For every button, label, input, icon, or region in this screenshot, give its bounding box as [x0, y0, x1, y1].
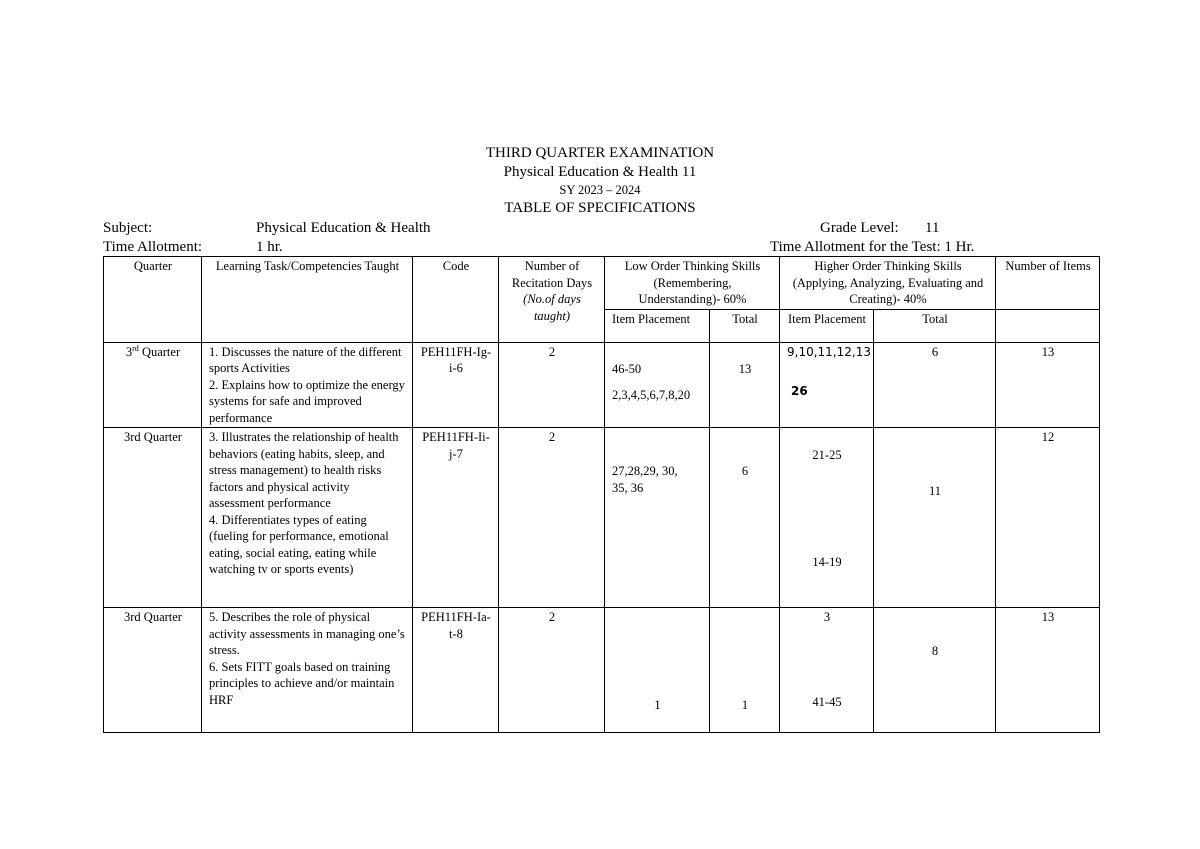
code-cell: PEH11FH-Ii-j-7	[413, 428, 499, 608]
recitation-days-text: Number of Recitation Days	[511, 259, 593, 290]
items-cell: 12	[996, 428, 1100, 608]
items-header: Number of Items	[996, 257, 1100, 310]
lots-placement-cell	[605, 608, 710, 733]
lots-total-header: Total	[710, 309, 780, 342]
table-row	[104, 428, 1100, 608]
placement-value: 27,28,29, 30, 35, 36	[612, 464, 678, 495]
items-subheader-empty	[996, 309, 1100, 342]
placement-value: 41-45	[812, 694, 842, 709]
lots-item-placement-header: Item Placement	[605, 309, 710, 342]
hots-item-placement-header: Item Placement	[780, 309, 874, 342]
code-header: Code	[413, 257, 499, 343]
table-row	[104, 342, 1100, 428]
competency-item: 5. Describes the role of physical activity assessments in managing one’s stress.	[209, 610, 405, 657]
lots-total-cell: 1	[710, 608, 780, 733]
grade-level-value: 11	[925, 220, 940, 236]
hots-header: Higher Order Thinking Skills (Applying, Analyzing, Evaluating and Creating)- 40%	[780, 257, 996, 310]
course-title: Physical Education & Health 11	[503, 164, 697, 180]
days-cell: 2	[499, 428, 605, 608]
hots-total-cell: 8	[874, 608, 996, 733]
competency-item: 4. Differentiates types of eating (fueling for performance, emotional eating, social eating, eating while watching tv or sports events)	[209, 512, 389, 576]
competency-item: 1. Discusses the nature of the different sports Activities	[209, 344, 402, 375]
hots-total-cell: 6	[874, 342, 996, 428]
quarter-cell: 3rd Quarter	[104, 428, 202, 608]
hots-total-header: Total	[874, 309, 996, 342]
hots-total-cell: 11	[874, 428, 996, 608]
lots-placement-cell	[605, 342, 710, 428]
placement-value: 1	[654, 698, 661, 712]
competency-item: 3. Illustrates the relationship of health behaviors (eating habits, sleep, and stress management) to health risks factors and physical activity assessment performance	[209, 430, 399, 510]
placement-value: 3	[823, 610, 831, 624]
task-header: Learning Task/Competencies Taught	[202, 257, 413, 343]
placement-value: 26	[791, 384, 808, 398]
code-cell: PEH11FH-Ia-t-8	[413, 608, 499, 733]
lots-total-cell: 6	[710, 428, 780, 608]
competency-cell	[202, 342, 413, 428]
hots-placement-cell	[780, 342, 874, 428]
days-taught-note: (No.of days taught)	[523, 292, 581, 323]
lots-placement-cell	[605, 428, 710, 608]
competency-item: 2. Explains how to optimize the energy systems for safe and improved performance	[209, 377, 405, 425]
placement-value: 21-25	[812, 448, 842, 462]
quarter-cell: 3rd Quarter	[104, 342, 202, 428]
hots-placement-cell	[780, 608, 874, 733]
competency-item: 6. Sets FITT goals based on training principles to achieve and/or maintain HRF	[209, 659, 395, 707]
placement-value: 2,3,4,5,6,7,8,20	[612, 388, 691, 402]
code-cell: PEH11FH-Ig-i-6	[413, 342, 499, 428]
specifications-table	[103, 256, 1100, 733]
items-cell: 13	[996, 342, 1100, 428]
placement-value: 14-19	[812, 554, 842, 569]
placement-value: 46-50	[612, 361, 642, 376]
lots-header: Low Order Thinking Skills (Remembering, Understanding)- 60%	[605, 257, 780, 310]
subject-value: Physical Education & Health	[256, 220, 431, 236]
recitation-days-header	[499, 257, 605, 343]
placement-value: 9,10,11,12,13	[787, 344, 871, 359]
days-cell: 2	[499, 342, 605, 428]
school-year: SY 2023 – 2024	[559, 183, 641, 197]
document-title: TABLE OF SPECIFICATIONS	[504, 200, 696, 216]
grade-level-label: Grade Level:	[820, 220, 899, 236]
competency-cell	[202, 608, 413, 733]
header-row	[104, 257, 1100, 310]
subject-label: Subject:	[103, 220, 153, 236]
days-cell: 2	[499, 608, 605, 733]
time-allotment-label: Time Allotment:	[103, 239, 203, 255]
lots-total-cell: 13	[710, 342, 780, 428]
time-allotment-value: 1 hr.	[256, 239, 283, 255]
table-row	[104, 608, 1100, 733]
quarter-header: Quarter	[104, 257, 202, 343]
competency-cell	[202, 428, 413, 608]
quarter-cell: 3rd Quarter	[104, 608, 202, 733]
items-cell: 13	[996, 608, 1100, 733]
exam-title: THIRD QUARTER EXAMINATION	[485, 145, 715, 161]
test-time-allotment: Time Allotment for the Test: 1 Hr.	[770, 239, 975, 255]
hots-placement-cell	[780, 428, 874, 608]
